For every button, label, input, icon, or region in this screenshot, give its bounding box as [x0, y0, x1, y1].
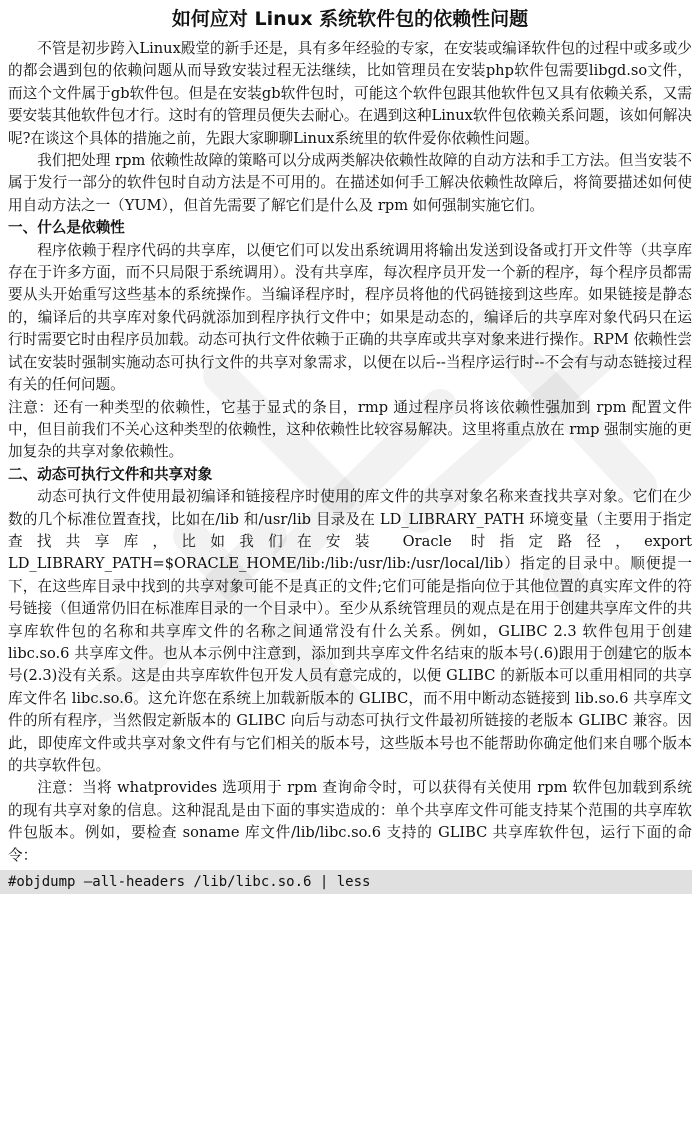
section-1-note: 注意：还有一种类型的依赖性，它基于显式的条目，rmp 通过程序员将该依赖性强加到 rpm 配置文件中，但目前我们不关心这种类型的依赖性，这种依赖性比较容易解决。这里将重点放在 rmp 强制实施的更加复杂的共享对象依赖性。: [8, 398, 692, 461]
section-2-note: 注意：当将 whatprovides 选项用于 rpm 查询命令时，可以获得有关使用 rpm 软件包加载到系统的现有共享对象的信息。这种混乱是由下面的事实造成的：单个共享库文件可能支持某个范围的共享库软件包版本。例如，要检查 soname 库文件/lib/libc.so.6 支持的 GLIBC 共享库软件包，运行下面的命令：: [8, 779, 692, 864]
article-title: 如何应对 Linux 系统软件包的依赖性问题: [171, 8, 529, 30]
document-page: [0, 6, 700, 1126]
section-1-paragraph: 程序依赖于程序代码的共享库，以便它们可以发出系统调用将输出发送到设备或打开文件等（共享库存在于许多方面，而不只局限于系统调用）。没有共享库，每次程序员开发一个新的程序，每个程序员都需要从头开始重写这些基本的系统操作。当编译程序时，程序员将他的代码链接到这些库。如果链接是静态的，编译后的共享库对象代码就添加到程序执行文件中；如果是动态的，编译后的共享库对象代码只在运行时需要它时由程序员加载。动态可执行文件依赖于正确的共享库或共享对象来进行操作。RPM 依赖性尝试在安装时强制实施动态可执行文件的共享对象需求，以便在以后--当程序运行时--不会有与动态链接过程有关的任何问题。: [8, 241, 692, 394]
section-1-heading: 一、什么是依赖性: [8, 219, 125, 237]
command-code-block: #objdump —all-headers /lib/libc.so.6 | less: [0, 870, 692, 894]
section-2-paragraph: 动态可执行文件使用最初编译和链接程序时使用的库文件的共享对象名称来查找共享对象。它们在少数的几个标准位置查找，比如在/lib 和/usr/lib 目录及在 LD_LIBRARY_PATH 环境变量（主要用于指定查找共享库，比如我们在安装 Oracle 时指定路径，export LD_LIBRARY_PATH=$ORACLE_HOME/lib:/lib:/usr/lib:/usr/local/lib）指定的目录中。顺便提一下，在这些库目录中找到的共享对象可能不是真正的文件;它们可能是指向位于其他位置的真实库文件的符号链接（但通常仍旧在标准库目录的一个目录中）。至少从系统管理员的观点是在用于创建共享库文件的共享库软件包的名称和共享库文件的名称之间通常没有什么关系。例如，GLIBC 2.3 软件包用于创建 libc.so.6 共享库文件。也从本示例中注意到，添加到共享库文件名结束的版本号(.6)跟用于创建它的版本号(2.3)没有关系。这是由共享库软件包开发人员有意完成的，以便 GLIBC 的新版本可以重用相同的共享库文件名 libc.so.6。这允许您在系统上加载新版本的 GLIBC，而不用中断动态链接到 lib.so.6 共享库文件的所有程序，当然假定新版本的 GLIBC 向后与动态可执行文件最初所链接的老版本 GLIBC 兼容。因此，即使库文件或共享对象文件有与它们相关的版本号，这些版本号也不能帮助你确定他们来自哪个版本的共享软件包。: [8, 488, 692, 774]
intro-paragraph-2: 我们把处理 rpm 依赖性故障的策略可以分成两类解决依赖性故障的自动方法和手工方法。但当安装不属于发行一部分的软件包时自动方法是不可用的。在描述如何手工解决依赖性故障后，将简要描述如何使用自动方法之一（YUM），但首先需要了解它们是什么及 rpm 如何强制实施它们。: [8, 152, 692, 214]
section-2-heading: 二、动态可执行文件和共享对象: [8, 465, 213, 483]
intro-paragraph-1: 不管是初步跨入Linux殿堂的新手还是，具有多年经验的专家，在安装或编译软件包的过程中或多或少的都会遇到包的依赖问题从而导致安装过程无法继续，比如管理员在安装php软件包需要libgd.so文件，而这个文件属于gb软件包。但是在安装gb软件包时，可能这个软件包跟其他软件包又具有依赖关系，又需要安装其他软件包才行。这时有的管理员便失去耐心。在遇到这种Linux软件包依赖关系问题，该如何解决呢?在谈这个具体的措施之前，先跟大家聊聊Linux系统里的软件爱你依赖性问题。: [8, 40, 692, 147]
